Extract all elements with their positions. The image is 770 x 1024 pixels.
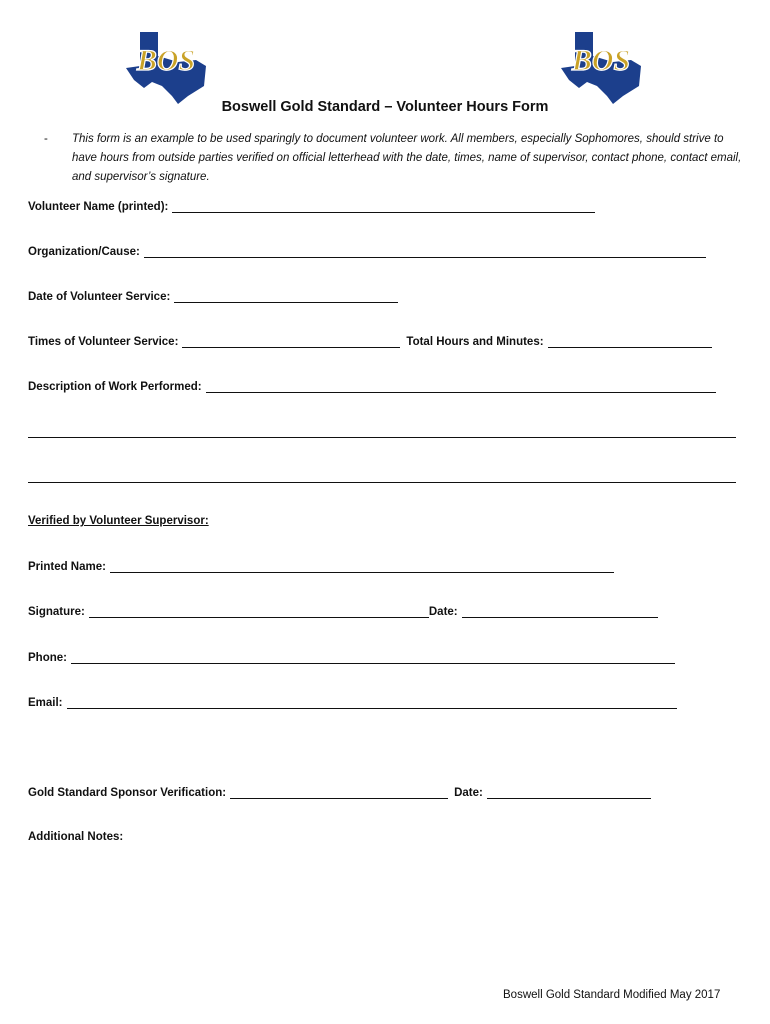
- phone-row: [28, 651, 675, 664]
- footer-text: Boswell Gold Standard Modified May 2017: [503, 989, 721, 1001]
- description-row: [28, 380, 716, 393]
- printed-name-line[interactable]: [110, 560, 614, 573]
- volunteer-name-row: [28, 200, 595, 213]
- description-continuation-row-2: [28, 470, 736, 483]
- date-of-service-row: [28, 290, 398, 303]
- signature-line[interactable]: [89, 605, 429, 618]
- email-row: [28, 696, 677, 709]
- sponsor-date-label: Date:: [454, 787, 483, 799]
- times-of-service-row: [28, 335, 712, 348]
- signature-row: [28, 605, 658, 618]
- phone-label: Phone:: [28, 652, 67, 664]
- total-hours-label: Total Hours and Minutes:: [406, 336, 544, 348]
- description-continuation-row-1: [28, 425, 736, 438]
- organization-line[interactable]: [144, 245, 706, 258]
- bos-texas-logo-right: [553, 26, 645, 106]
- email-line[interactable]: [67, 696, 677, 709]
- description-line-1[interactable]: [206, 380, 716, 393]
- signature-label: Signature:: [28, 606, 85, 618]
- times-of-service-line[interactable]: [182, 335, 400, 348]
- times-of-service-label: Times of Volunteer Service:: [28, 336, 179, 348]
- organization-row: [28, 245, 706, 258]
- bos-texas-logo-left: [118, 26, 210, 106]
- printed-name-label: Printed Name:: [28, 561, 106, 573]
- sponsor-verification-row: [28, 786, 651, 799]
- form-title: Boswell Gold Standard – Volunteer Hours Form: [221, 99, 549, 115]
- description-label: Description of Work Performed:: [28, 381, 202, 393]
- intro-text: This form is an example to be used sparingly to document volunteer work. All members, especially Sophomores, should strive to have hours from outside parties verified on official letterhead with the date, times, name of supervisor, contact phone, contact email, and supervisor’s signature.: [72, 133, 742, 183]
- intro-bullet: -: [44, 133, 48, 145]
- total-hours-line[interactable]: [548, 335, 712, 348]
- verified-heading: Verified by Volunteer Supervisor:: [28, 515, 209, 527]
- intro-instructions: [28, 130, 748, 187]
- volunteer-name-line[interactable]: [172, 200, 595, 213]
- logo-text: BOS: [136, 44, 196, 77]
- email-label: Email:: [28, 697, 63, 709]
- logo-text: BOS: [571, 44, 631, 77]
- additional-notes-label: Additional Notes:: [28, 831, 124, 843]
- signature-date-line[interactable]: [462, 605, 658, 618]
- printed-name-row: [28, 560, 614, 573]
- signature-date-label: Date:: [428, 606, 458, 618]
- sponsor-date-line[interactable]: [487, 786, 651, 799]
- phone-line[interactable]: [71, 651, 675, 664]
- volunteer-name-label: Volunteer Name (printed):: [28, 201, 169, 213]
- date-of-service-line[interactable]: [174, 290, 398, 303]
- date-of-service-label: Date of Volunteer Service:: [28, 291, 171, 303]
- sponsor-verification-line[interactable]: [230, 786, 448, 799]
- sponsor-verification-label: Gold Standard Sponsor Verification:: [28, 787, 227, 799]
- verified-heading-row: [28, 515, 209, 527]
- additional-notes-row: [28, 831, 123, 843]
- description-line-2[interactable]: [28, 425, 736, 438]
- organization-label: Organization/Cause:: [28, 246, 140, 258]
- description-line-3[interactable]: [28, 470, 736, 483]
